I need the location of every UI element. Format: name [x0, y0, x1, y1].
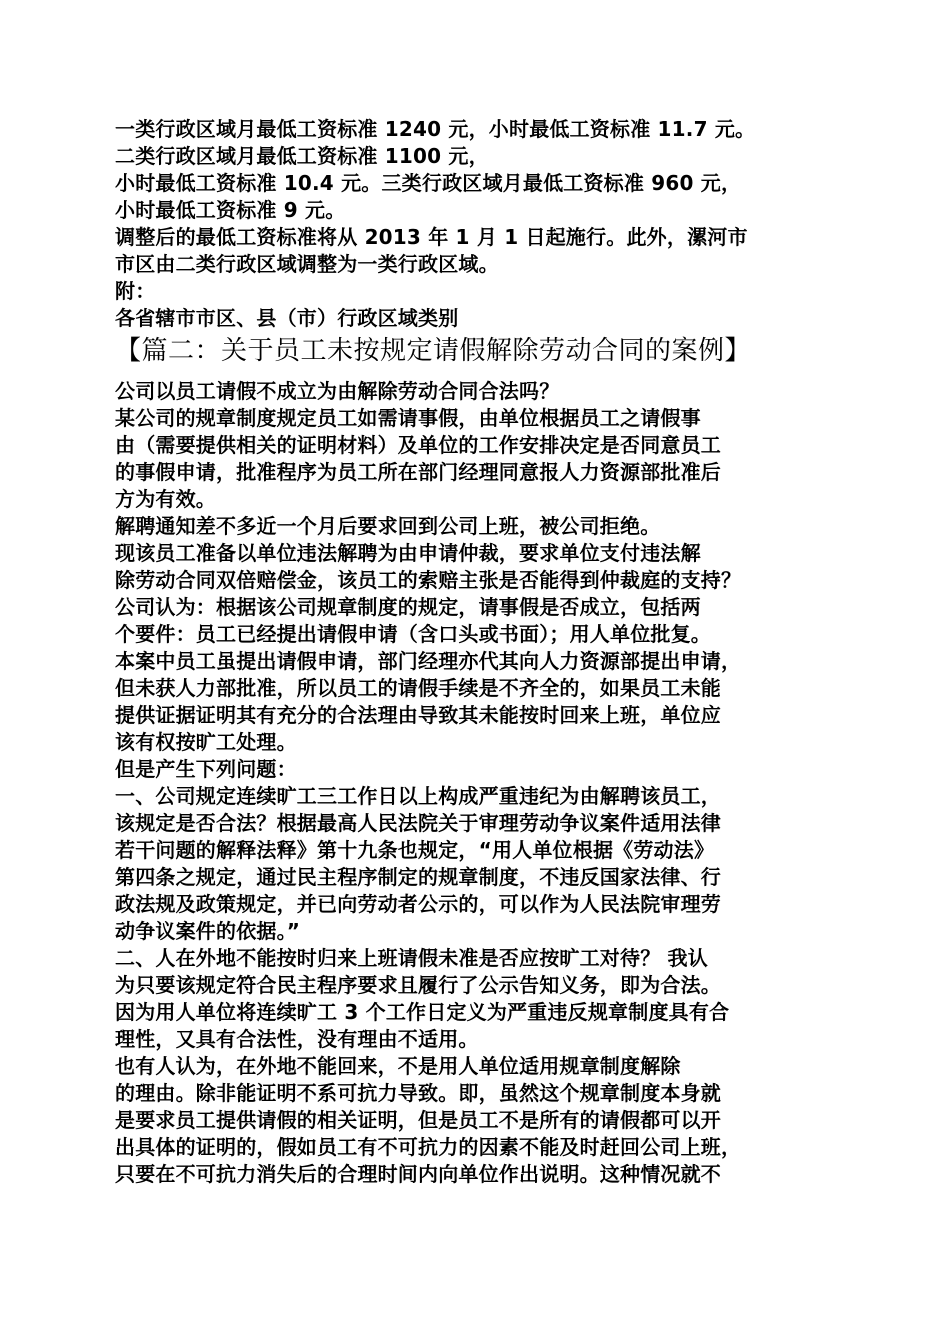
text-line: 本案中员工虽提出请假申请，部门经理亦代其向人力资源部提出申请，: [115, 649, 742, 673]
text-line: 二类行政区域月最低工资标准 1100 元，: [115, 144, 489, 168]
text-line: 为只要该规定符合民主程序要求且履行了公示告知义务，即为合法。: [115, 973, 721, 997]
text-line: 各省辖市市区、县（市）行政区域类别: [115, 306, 459, 330]
text-line: 一、公司规定连续旷工三工作日以上构成严重违纪为由解聘该员工，: [115, 784, 721, 808]
text-line: 除劳动合同双倍赔偿金，该员工的索赔主张是否能得到仲裁庭的支持？: [115, 568, 742, 592]
text-line: 因为用人单位将连续旷工 3 个工作日定义为严重违反规章制度具有合: [115, 1000, 730, 1024]
text-line: 第四条之规定，通过民主程序制定的规章制度，不违反国家法律、行: [115, 865, 721, 889]
text-line: 该有权按旷工处理。: [115, 730, 297, 754]
text-line: 小时最低工资标准 10.4 元。三类行政区域月最低工资标准 960 元，: [115, 171, 742, 195]
text-line: 市区由二类行政区域调整为一类行政区域。: [115, 252, 499, 276]
text-line: 只要在不可抗力消失后的合理时间内向单位作出说明。这种情况就不: [115, 1162, 721, 1186]
text-line: 公司认为：根据该公司规章制度的规定，请事假是否成立，包括两: [115, 595, 701, 619]
text-line: 但是产生下列问题：: [115, 757, 297, 781]
text-line: 解聘通知差不多近一个月后要求回到公司上班，被公司拒绝。: [115, 514, 661, 538]
text-line: 的理由。除非能证明不系可抗力导致。即，虽然这个规章制度本身就: [115, 1081, 721, 1105]
text-line: 现该员工准备以单位违法解聘为由申请仲裁，要求单位支付违法解: [115, 541, 701, 565]
text-line: 该规定是否合法？根据最高人民法院关于审理劳动争议案件适用法律: [115, 811, 721, 835]
text-line: 提供证据证明其有充分的合法理由导致其未能按时回来上班，单位应: [115, 703, 721, 727]
text-line: 个要件：员工已经提出请假申请（含口头或书面）；用人单位批复。: [115, 622, 711, 646]
text-line: 但未获人力部批准，所以员工的请假手续是不齐全的，如果员工未能: [115, 676, 721, 700]
text-line: 二、人在外地不能按时归来上班请假未准是否应按旷工对待？ 我认: [115, 946, 708, 970]
text-line: 的事假申请，批准程序为员工所在部门经理同意报人力资源部批准后: [115, 460, 721, 484]
text-line: 是要求员工提供请假的相关证明，但是员工不是所有的请假都可以开: [115, 1108, 721, 1132]
text-line: 出具体的证明的，假如员工有不可抗力的因素不能及时赶回公司上班，: [115, 1135, 742, 1159]
text-line: 政法规及政策规定，并已向劳动者公示的，可以作为人民法院审理劳: [115, 892, 721, 916]
text-line: 理性，又具有合法性，没有理由不适用。: [115, 1027, 479, 1051]
text-line: 动争议案件的依据。”: [115, 919, 301, 943]
text-line: 附：: [115, 279, 156, 303]
text-line: 公司以员工请假不成立为由解除劳动合同合法吗？: [115, 379, 560, 403]
document-content: [115, 116, 855, 1188]
text-line: 小时最低工资标准 9 元。: [115, 198, 346, 222]
text-line: 某公司的规章制度规定员工如需请事假，由单位根据员工之请假事: [115, 406, 701, 430]
text-line: 方为有效。: [115, 487, 216, 511]
text-line: 调整后的最低工资标准将从 2013 年 1 月 1 日起施行。此外，漯河市: [115, 225, 748, 249]
section-heading: 【篇二：关于员工未按规定请假解除劳动合同的案例】: [115, 336, 752, 366]
text-line: 一类行政区域月最低工资标准 1240 元，小时最低工资标准 11.7 元。: [115, 117, 756, 141]
text-line: 也有人认为，在外地不能回来，不是用人单位适用规章制度解除: [115, 1054, 681, 1078]
text-line: 由（需要提供相关的证明材料）及单位的工作安排决定是否同意员工: [115, 433, 721, 457]
text-line: 若干问题的解释法释》第十九条也规定，“用人单位根据《劳动法》: [115, 838, 715, 862]
